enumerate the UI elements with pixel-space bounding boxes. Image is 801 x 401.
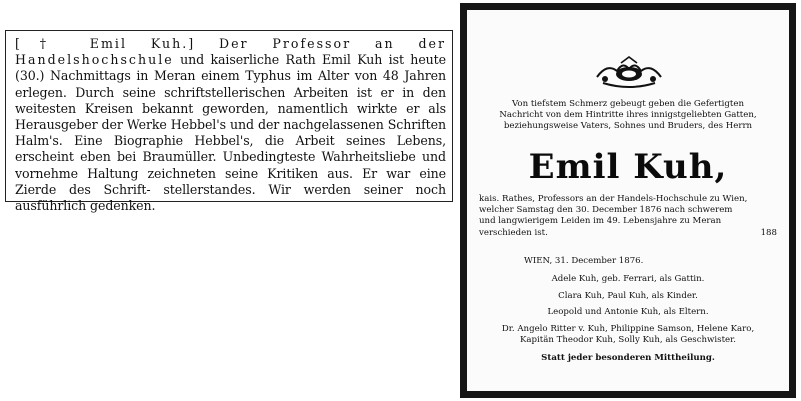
death-notice-frame xyxy=(460,3,796,398)
notice-date: WIEN, 31. December 1876. xyxy=(524,256,644,266)
text-line: stellerstandes. Wir werden seiner noch ausführlich gedenken. xyxy=(15,181,446,214)
closing-line: Statt jeder besonderen Mittheilung. xyxy=(541,352,715,363)
text-line: Meran einem Typhus im Alter von 48 Jahren erlegen. Durch xyxy=(15,68,446,100)
death-notice xyxy=(467,10,789,391)
deceased-name: Emil Kuh, xyxy=(528,147,728,187)
text-line: welcher Samstag den 30. December 1876 nach schwerem xyxy=(479,205,733,216)
text-line: Von tiefstem Schmerz gebeugt geben die Gefertigten xyxy=(512,99,744,109)
text-line: Braumüller. Unbedingteste Wahrheitsliebe und vornehme Haltung xyxy=(15,149,446,181)
obituary-news-text xyxy=(15,36,446,214)
obituary-news-clipping xyxy=(5,30,453,214)
mourner-line: Leopold und Antonie Kuh, als Eltern. xyxy=(547,307,709,317)
reference-number: 188 xyxy=(760,227,777,238)
text-line: bekannt geworden, namentlich wirkte er als Herausgeber der xyxy=(15,100,447,133)
mourner-line: Clara Kuh, Paul Kuh, als Kinder. xyxy=(558,290,698,301)
text-line: [† Emil Kuh.] Der Professor an der Handelshochschule xyxy=(15,36,446,68)
text-line: und kaiserliche Rath Emil Kuh ist heute (30.) Nachmittags in xyxy=(15,52,446,84)
mourner-line: Adele Kuh, geb. Ferrari, als Gattin. xyxy=(551,274,705,284)
text-line: Werke Hebbel's und der nachgelassenen Schriften Halm's. Eine xyxy=(15,117,446,149)
text-line: kais. Rathes, Professors an der Handels-Hochschule zu Wien, xyxy=(479,194,748,204)
mourner-line: Dr. Angelo Ritter v. Kuh, Philippine Samson, Helene Karo, xyxy=(501,323,755,334)
text-line: seine schriftstellerischen Arbeiten ist er in den weitesten Kreisen xyxy=(15,84,446,116)
mourners-list xyxy=(477,274,779,369)
notice-intro xyxy=(477,99,779,133)
text-line: Nachricht von dem Hintritte ihres innigstgeliebten Gatten, xyxy=(499,110,757,121)
mourning-emblem-icon xyxy=(593,55,665,91)
text-line: beziehungsweise Vaters, Sohnes und Bruders, des Herrn xyxy=(503,121,753,132)
notice-description xyxy=(479,194,777,239)
text-line: zeichneten seine Kritiken aus. Er war eine Zierde des Schrift- xyxy=(15,165,447,197)
text-line: und langwierigem Leiden im 49. Lebensjahre zu Meran xyxy=(479,216,722,227)
mourner-line: Kapitän Theodor Kuh, Solly Kuh, als Geschwister. xyxy=(519,334,737,345)
text-line: Biographie Hebbel's, die Arbeit seines Lebens, erscheint eben bei xyxy=(15,133,446,165)
text-line: verschieden ist. xyxy=(479,227,548,238)
